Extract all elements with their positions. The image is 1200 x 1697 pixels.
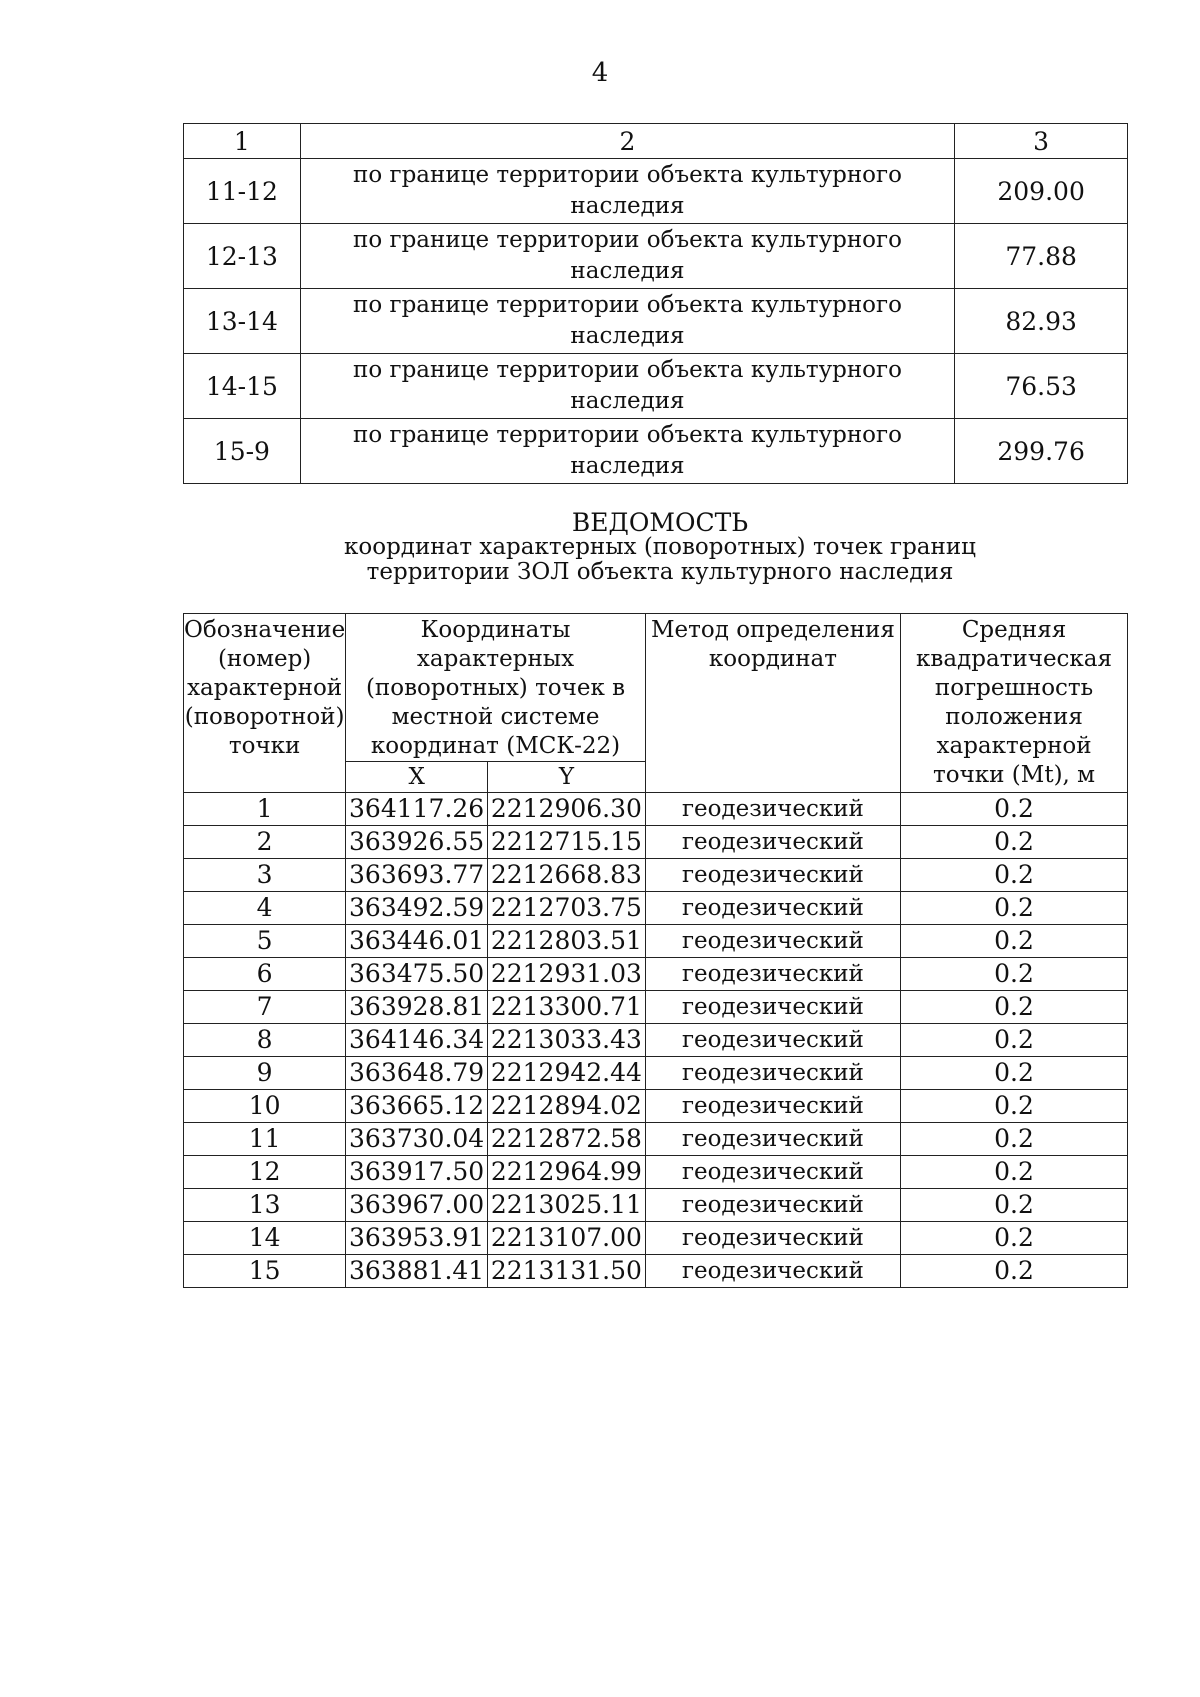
y-coordinate-cell: 2212803.51 <box>488 925 646 958</box>
segment-cell: 11-12 <box>184 159 301 224</box>
y-coordinate-cell: 2212872.58 <box>488 1123 646 1156</box>
boundary-segments-table <box>183 123 1128 484</box>
method-cell: геодезический <box>645 793 900 826</box>
header-point-designation: Обозначение (номер) характерной (поворотной) точки <box>184 614 346 793</box>
table-row <box>184 1255 1128 1288</box>
method-cell: геодезический <box>645 925 900 958</box>
method-cell: геодезический <box>645 1024 900 1057</box>
y-coordinate-cell: 2212703.75 <box>488 892 646 925</box>
mean-error-cell: 0.2 <box>901 793 1128 826</box>
method-cell: геодезический <box>645 1222 900 1255</box>
mean-error-cell: 0.2 <box>901 1255 1128 1288</box>
table-row <box>184 1222 1128 1255</box>
method-cell: геодезический <box>645 1189 900 1222</box>
description-cell: по границе территории объекта культурного наследия <box>300 159 954 224</box>
y-coordinate-cell: 2212931.03 <box>488 958 646 991</box>
x-coordinate-cell: 363881.41 <box>346 1255 488 1288</box>
length-cell: 77.88 <box>955 224 1128 289</box>
mean-error-cell: 0.2 <box>901 859 1128 892</box>
table-row <box>184 826 1128 859</box>
segment-cell: 13-14 <box>184 289 301 354</box>
point-number-cell: 5 <box>184 925 346 958</box>
mean-error-cell: 0.2 <box>901 1090 1128 1123</box>
x-coordinate-cell: 363967.00 <box>346 1189 488 1222</box>
table-row <box>184 793 1128 826</box>
x-coordinate-cell: 363446.01 <box>346 925 488 958</box>
column-header-1: 1 <box>184 124 301 159</box>
point-number-cell: 8 <box>184 1024 346 1057</box>
method-cell: геодезический <box>645 991 900 1024</box>
mean-error-cell: 0.2 <box>901 991 1128 1024</box>
segment-cell: 14-15 <box>184 354 301 419</box>
x-coordinate-cell: 363665.12 <box>346 1090 488 1123</box>
table-header-row <box>184 124 1128 159</box>
point-number-cell: 12 <box>184 1156 346 1189</box>
column-header-2: 2 <box>300 124 954 159</box>
table-row <box>184 289 1128 354</box>
statement-title-block <box>0 510 1200 585</box>
table-row <box>184 958 1128 991</box>
table-row <box>184 419 1128 484</box>
mean-error-cell: 0.2 <box>901 1156 1128 1189</box>
segment-cell: 12-13 <box>184 224 301 289</box>
table-row <box>184 159 1128 224</box>
table-row <box>184 991 1128 1024</box>
x-coordinate-cell: 364146.34 <box>346 1024 488 1057</box>
length-cell: 76.53 <box>955 354 1128 419</box>
x-coordinate-cell: 364117.26 <box>346 793 488 826</box>
x-coordinate-cell: 363693.77 <box>346 859 488 892</box>
x-coordinate-cell: 363492.59 <box>346 892 488 925</box>
mean-error-cell: 0.2 <box>901 958 1128 991</box>
length-cell: 209.00 <box>955 159 1128 224</box>
point-number-cell: 7 <box>184 991 346 1024</box>
y-coordinate-cell: 2213033.43 <box>488 1024 646 1057</box>
method-cell: геодезический <box>645 1090 900 1123</box>
header-y: Y <box>488 762 646 793</box>
table-row <box>184 859 1128 892</box>
description-cell: по границе территории объекта культурного наследия <box>300 224 954 289</box>
y-coordinate-cell: 2212942.44 <box>488 1057 646 1090</box>
header-coordinates: Координаты характерных (поворотных) точек в местной системе координат (МСК-22) <box>346 614 646 762</box>
point-number-cell: 13 <box>184 1189 346 1222</box>
mean-error-cell: 0.2 <box>901 1024 1128 1057</box>
x-coordinate-cell: 363926.55 <box>346 826 488 859</box>
length-cell: 82.93 <box>955 289 1128 354</box>
point-number-cell: 6 <box>184 958 346 991</box>
point-number-cell: 9 <box>184 1057 346 1090</box>
point-number-cell: 2 <box>184 826 346 859</box>
coordinates-table <box>183 613 1128 1288</box>
description-cell: по границе территории объекта культурного наследия <box>300 354 954 419</box>
table-row <box>184 1156 1128 1189</box>
mean-error-cell: 0.2 <box>901 892 1128 925</box>
x-coordinate-cell: 363475.50 <box>346 958 488 991</box>
page-number: 4 <box>591 58 609 88</box>
y-coordinate-cell: 2213300.71 <box>488 991 646 1024</box>
description-cell: по границе территории объекта культурного наследия <box>300 419 954 484</box>
table-row <box>184 1090 1128 1123</box>
length-cell: 299.76 <box>955 419 1128 484</box>
x-coordinate-cell: 363648.79 <box>346 1057 488 1090</box>
point-number-cell: 10 <box>184 1090 346 1123</box>
table-row <box>184 1189 1128 1222</box>
table-row <box>184 1057 1128 1090</box>
y-coordinate-cell: 2212964.99 <box>488 1156 646 1189</box>
table-row <box>184 354 1128 419</box>
header-mean-error: Средняя квадратическая погрешность положения характерной точки (Mt), м <box>901 614 1128 793</box>
x-coordinate-cell: 363730.04 <box>346 1123 488 1156</box>
x-coordinate-cell: 363928.81 <box>346 991 488 1024</box>
point-number-cell: 14 <box>184 1222 346 1255</box>
method-cell: геодезический <box>645 826 900 859</box>
mean-error-cell: 0.2 <box>901 925 1128 958</box>
point-number-cell: 15 <box>184 1255 346 1288</box>
table-row <box>184 925 1128 958</box>
statement-subtitle-line-2: территории ЗОЛ объекта культурного наследия <box>366 559 954 585</box>
point-number-cell: 4 <box>184 892 346 925</box>
x-coordinate-cell: 363953.91 <box>346 1222 488 1255</box>
header-method: Метод определения координат <box>645 614 900 793</box>
method-cell: геодезический <box>645 1123 900 1156</box>
y-coordinate-cell: 2213131.50 <box>488 1255 646 1288</box>
y-coordinate-cell: 2213025.11 <box>488 1189 646 1222</box>
segment-cell: 15-9 <box>184 419 301 484</box>
header-x: X <box>346 762 488 793</box>
mean-error-cell: 0.2 <box>901 1189 1128 1222</box>
method-cell: геодезический <box>645 1255 900 1288</box>
description-cell: по границе территории объекта культурного наследия <box>300 289 954 354</box>
statement-subtitle-line-1: координат характерных (поворотных) точек границ <box>344 534 976 560</box>
statement-title: ВЕДОМОСТЬ <box>571 508 749 537</box>
y-coordinate-cell: 2212894.02 <box>488 1090 646 1123</box>
point-number-cell: 1 <box>184 793 346 826</box>
method-cell: геодезический <box>645 1057 900 1090</box>
table-row <box>184 892 1128 925</box>
column-header-3: 3 <box>955 124 1128 159</box>
table-row <box>184 1123 1128 1156</box>
y-coordinate-cell: 2213107.00 <box>488 1222 646 1255</box>
y-coordinate-cell: 2212906.30 <box>488 793 646 826</box>
method-cell: геодезический <box>645 958 900 991</box>
method-cell: геодезический <box>645 892 900 925</box>
mean-error-cell: 0.2 <box>901 1123 1128 1156</box>
y-coordinate-cell: 2212668.83 <box>488 859 646 892</box>
table-row <box>184 224 1128 289</box>
table-row <box>184 1024 1128 1057</box>
method-cell: геодезический <box>645 859 900 892</box>
method-cell: геодезический <box>645 1156 900 1189</box>
point-number-cell: 3 <box>184 859 346 892</box>
mean-error-cell: 0.2 <box>901 1222 1128 1255</box>
point-number-cell: 11 <box>184 1123 346 1156</box>
mean-error-cell: 0.2 <box>901 1057 1128 1090</box>
y-coordinate-cell: 2212715.15 <box>488 826 646 859</box>
mean-error-cell: 0.2 <box>901 826 1128 859</box>
coordinates-header-row <box>184 614 1128 762</box>
x-coordinate-cell: 363917.50 <box>346 1156 488 1189</box>
